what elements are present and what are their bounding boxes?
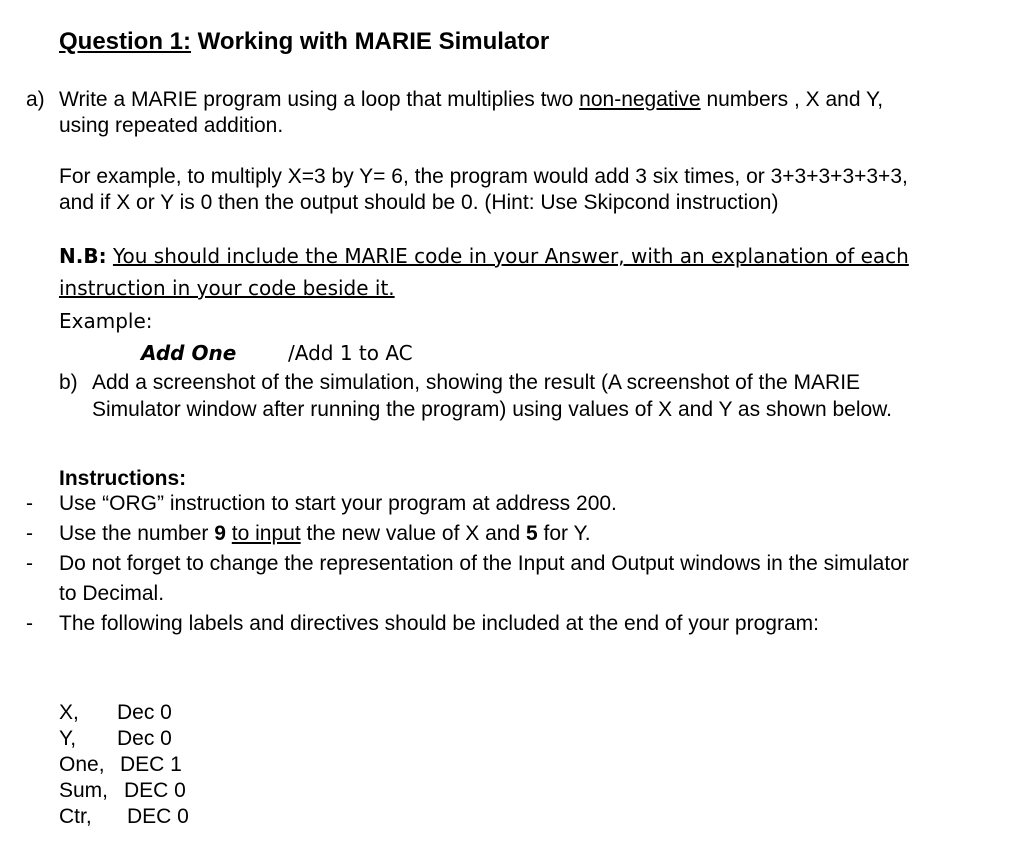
- nb-line-1: N.B: You should include the MARIE code in your Answer, with an explanation of each: [59, 244, 909, 268]
- example-comment: /Add 1 to AC: [288, 341, 413, 365]
- bullet-dash: -: [26, 552, 33, 575]
- question-title-text: Working with MARIE Simulator: [191, 28, 550, 55]
- nb-label: N.B:: [59, 244, 107, 268]
- example-code: Add One: [141, 341, 237, 365]
- directive-ctr: DEC 0: [127, 805, 189, 828]
- instruction-item-4: The following labels and directives should be included at the end of your program:: [59, 612, 819, 635]
- directive-x: Dec 0: [117, 701, 172, 724]
- instruction-item-3-line-1: Do not forget to change the representation of the Input and Output windows in the simulator: [59, 552, 909, 575]
- label-y: Y,: [59, 727, 77, 750]
- directive-sum: DEC 0: [124, 779, 186, 802]
- nb-line-2: instruction in your code beside it.: [59, 276, 395, 300]
- label-x: X,: [59, 701, 79, 724]
- instruction-item-1: Use “ORG” instruction to start your program at address 200.: [59, 492, 617, 515]
- x-value: 9: [214, 522, 226, 545]
- bullet-dash: -: [26, 492, 33, 515]
- instructions-heading: Instructions:: [59, 467, 187, 490]
- instruction-item-3-line-2: to Decimal.: [59, 582, 165, 605]
- directive-one: DEC 1: [120, 753, 182, 776]
- label-one: One,: [59, 753, 105, 776]
- non-negative-term: non-negative: [579, 88, 701, 111]
- page-title: [59, 28, 549, 56]
- label-sum: Sum,: [59, 779, 109, 802]
- part-b-marker: b): [59, 371, 78, 394]
- example-line-2: and if X or Y is 0 then the output should be 0. (Hint: Use Skipcond instruction): [59, 191, 779, 214]
- part-b-line-1: Add a screenshot of the simulation, showing the result (A screenshot of the MARIE: [92, 371, 861, 394]
- example-line-1: For example, to multiply X=3 by Y= 6, the program would add 3 six times, or 3+3+3+3+3+3,: [59, 165, 908, 188]
- label-ctr: Ctr,: [59, 805, 92, 828]
- directive-y: Dec 0: [117, 727, 172, 750]
- example-label: Example:: [59, 309, 153, 333]
- part-b-line-2: Simulator window after running the program) using values of X and Y as shown below.: [92, 398, 893, 421]
- instruction-item-2: Use the number 9 to input the new value of X and 5 for Y.: [59, 522, 591, 545]
- part-a-line-2: using repeated addition.: [59, 114, 284, 137]
- part-a-line-1: Write a MARIE program using a loop that multiplies two non-negative numbers , X and Y,: [59, 88, 884, 111]
- bullet-dash: -: [26, 522, 33, 545]
- y-value: 5: [526, 522, 538, 545]
- part-a-marker: a): [26, 88, 45, 111]
- bullet-dash: -: [26, 612, 33, 635]
- question-number: Question 1:: [59, 28, 192, 55]
